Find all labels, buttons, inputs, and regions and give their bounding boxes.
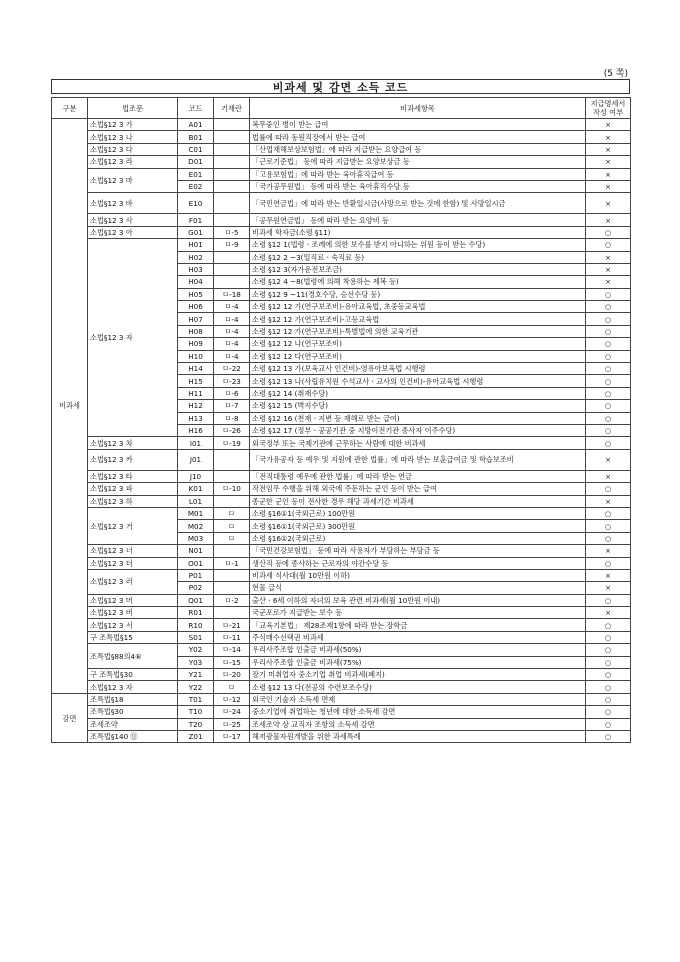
table-row [52, 681, 631, 693]
code-cell: H05 [178, 288, 214, 300]
group-nontax: 비과세 [52, 119, 88, 694]
report-cell: ○ [586, 437, 631, 449]
table-row [52, 545, 631, 557]
law-cell: 소법§12 3 더 [88, 557, 178, 569]
item-cell: 소령 §12 13 나(사립유치원 수석교사ㆍ교사의 인건비)-유아교육법 시행령 [250, 375, 586, 387]
item-cell: 소령 §16①2(국외근로) [250, 532, 586, 544]
law-cell: 조특법§88의4⑥ [88, 644, 178, 669]
header-form: 기재란 [214, 98, 250, 119]
header-report: 지급명세서 작성 여부 [586, 98, 631, 119]
code-cell: H15 [178, 375, 214, 387]
law-cell: 소법§12 3 자 [88, 681, 178, 693]
code-cell: H06 [178, 301, 214, 313]
report-cell: ○ [586, 400, 631, 412]
report-cell: ○ [586, 301, 631, 313]
form-cell: ㅁ [214, 520, 250, 532]
report-cell: ○ [586, 387, 631, 399]
report-cell: ○ [586, 730, 631, 742]
form-cell: ㅁ-4 [214, 301, 250, 313]
report-cell: ○ [586, 412, 631, 424]
code-cell: H03 [178, 263, 214, 275]
law-cell: 소법§12 3 자 [88, 239, 178, 437]
form-cell: ㅁ-17 [214, 730, 250, 742]
code-cell: R01 [178, 607, 214, 619]
form-cell [214, 168, 250, 180]
item-cell: 소령 §12 12 가(연구보조비)-고등교육법 [250, 313, 586, 325]
table-row [52, 156, 631, 168]
form-cell [214, 470, 250, 482]
item-cell: 소령 §12 17 (정부ㆍ공공기관 중 지방이전기관 종사자 이주수당) [250, 424, 586, 436]
table-row [52, 226, 631, 238]
form-cell [214, 214, 250, 226]
report-cell: ○ [586, 288, 631, 300]
item-cell: 소령 §12 15 (벽지수당) [250, 400, 586, 412]
table-row [52, 730, 631, 742]
law-cell: 조특법§18 [88, 693, 178, 705]
table-row [52, 168, 631, 180]
form-cell: ㅁ-23 [214, 375, 250, 387]
code-cell: N01 [178, 545, 214, 557]
form-cell [214, 607, 250, 619]
header-row [52, 98, 631, 119]
item-cell: 「전직대통령 예우에 관한 법률」에 따라 받는 연금 [250, 470, 586, 482]
item-cell: 소령 §12 13 가(보육교사 인건비)-영유아보육법 시행령 [250, 363, 586, 375]
form-cell [214, 119, 250, 131]
item-cell: 「고용보험법」에 따라 받는 육아휴직급여 등 [250, 168, 586, 180]
form-cell [214, 582, 250, 594]
law-cell: 구 조특법§30 [88, 669, 178, 681]
item-cell: 외국인 기술자 소득세 면제 [250, 693, 586, 705]
law-cell: 소법§12 3 버 [88, 607, 178, 619]
law-cell: 소법§12 3 사 [88, 214, 178, 226]
item-cell: 「교육기본법」 제28조제1항에 따라 받는 장학금 [250, 619, 586, 631]
table-row [52, 495, 631, 507]
item-cell: 소령 §12 4 ~8(법령에 의해 착용하는 제복 등) [250, 276, 586, 288]
code-cell: M02 [178, 520, 214, 532]
report-cell: ○ [586, 239, 631, 251]
item-cell: 소령 §12 16 (천재ㆍ지변 등 재해로 받는 급여) [250, 412, 586, 424]
item-cell: 비과세 학자금(소령 §11) [250, 226, 586, 238]
code-cell: J10 [178, 470, 214, 482]
code-cell: E01 [178, 168, 214, 180]
form-cell: ㅁ-18 [214, 288, 250, 300]
item-cell: 소령 §12 2 ~3(일직료ㆍ숙직료 등) [250, 251, 586, 263]
report-cell: ○ [586, 631, 631, 643]
report-cell: × [586, 214, 631, 226]
item-cell: 소령 §12 3(자가운전보조금) [250, 263, 586, 275]
report-cell: × [586, 143, 631, 155]
report-cell: ○ [586, 520, 631, 532]
table-title: 비과세 및 감면 소득 코드 [51, 79, 630, 94]
item-cell: 비과세 식사대(월 10만원 이하) [250, 569, 586, 581]
law-cell: 조특법§140 ⑪ [88, 730, 178, 742]
report-cell: ○ [586, 375, 631, 387]
form-cell: ㅁ-2 [214, 594, 250, 606]
table-row [52, 619, 631, 631]
law-cell: 조특법§30 [88, 706, 178, 718]
item-cell: 현물 급식 [250, 582, 586, 594]
group-reduction: 감면 [52, 693, 88, 743]
code-cell: Q01 [178, 594, 214, 606]
code-cell: E10 [178, 193, 214, 214]
form-cell [214, 495, 250, 507]
item-cell: 우리사주조합 인출금 비과세(50%) [250, 644, 586, 656]
form-cell: ㅁ-6 [214, 387, 250, 399]
law-cell: 소법§12 3 서 [88, 619, 178, 631]
code-cell: F01 [178, 214, 214, 226]
report-cell: ○ [586, 338, 631, 350]
table-row [52, 449, 631, 470]
report-cell: ○ [586, 594, 631, 606]
law-cell: 소법§12 3 차 [88, 437, 178, 449]
code-cell: H10 [178, 350, 214, 362]
report-cell: ○ [586, 483, 631, 495]
law-cell: 구 조특법§15 [88, 631, 178, 643]
item-cell: 소령 §12 9 ~11(경호수당, 승선수당 등) [250, 288, 586, 300]
form-cell: ㅁ-20 [214, 669, 250, 681]
form-cell: ㅁ-15 [214, 656, 250, 668]
form-cell: ㅁ [214, 507, 250, 519]
table-row [52, 193, 631, 214]
table-row [52, 644, 631, 656]
code-cell: Y02 [178, 644, 214, 656]
item-cell: 작전임무 수행을 위해 외국에 주둔하는 군인 등이 받는 급여 [250, 483, 586, 495]
report-cell: × [586, 582, 631, 594]
header-law: 법조문 [88, 98, 178, 119]
code-cell: H11 [178, 387, 214, 399]
item-cell: 출산ㆍ6세 이하의 자녀의 보육 관련 비과세(월 10만원 이내) [250, 594, 586, 606]
form-cell: ㅁ [214, 532, 250, 544]
form-cell: ㅁ-8 [214, 412, 250, 424]
law-cell: 소법§12 3 하 [88, 495, 178, 507]
code-cell: E02 [178, 180, 214, 192]
code-cell: K01 [178, 483, 214, 495]
law-cell: 소법§12 3 파 [88, 483, 178, 495]
form-cell: ㅁ-7 [214, 400, 250, 412]
form-cell: ㅁ-4 [214, 350, 250, 362]
code-cell: A01 [178, 119, 214, 131]
form-cell [214, 251, 250, 263]
form-cell: ㅁ-25 [214, 718, 250, 730]
report-cell: × [586, 263, 631, 275]
report-cell: ○ [586, 507, 631, 519]
table-row [52, 693, 631, 705]
law-cell: 소법§12 3 카 [88, 449, 178, 470]
code-cell: H13 [178, 412, 214, 424]
report-cell: ○ [586, 424, 631, 436]
item-cell: 「근로기준법」 등에 따라 지급받는 요양보상금 등 [250, 156, 586, 168]
report-cell: ○ [586, 656, 631, 668]
item-cell: 「국민건강보험법」 등에 따라 사용자가 부담하는 부담금 등 [250, 545, 586, 557]
form-cell [214, 143, 250, 155]
report-cell: × [586, 470, 631, 482]
law-cell: 소법§12 3 바 [88, 193, 178, 214]
item-cell: 소령 §12 13 다(전공의 수련보조수당) [250, 681, 586, 693]
code-cell: O01 [178, 557, 214, 569]
item-cell: 외국정부 또는 국제기관에 근무하는 사람에 대한 비과세 [250, 437, 586, 449]
report-cell: ○ [586, 619, 631, 631]
code-table [51, 97, 631, 743]
report-cell: × [586, 545, 631, 557]
table-row [52, 594, 631, 606]
code-cell: T20 [178, 718, 214, 730]
table-row [52, 706, 631, 718]
code-cell: D01 [178, 156, 214, 168]
code-cell: P02 [178, 582, 214, 594]
law-cell: 소법§12 3 너 [88, 545, 178, 557]
report-cell: ○ [586, 644, 631, 656]
item-cell: 중소기업에 취업하는 청년에 대한 소득세 감면 [250, 706, 586, 718]
code-cell: Z01 [178, 730, 214, 742]
code-cell: H04 [178, 276, 214, 288]
table-row [52, 607, 631, 619]
code-cell: H09 [178, 338, 214, 350]
code-cell: M01 [178, 507, 214, 519]
law-cell: 소법§12 3 거 [88, 507, 178, 544]
form-cell: ㅁ-22 [214, 363, 250, 375]
report-cell: ○ [586, 313, 631, 325]
law-cell: 소법§12 3 아 [88, 226, 178, 238]
report-cell: × [586, 180, 631, 192]
form-cell: ㅁ-4 [214, 313, 250, 325]
report-cell: × [586, 156, 631, 168]
report-cell: ○ [586, 532, 631, 544]
law-cell: 소법§12 3 마 [88, 168, 178, 193]
report-cell: × [586, 168, 631, 180]
table-row [52, 239, 631, 251]
report-cell: × [586, 569, 631, 581]
item-cell: 우리사주조합 인출금 비과세(75%) [250, 656, 586, 668]
form-cell [214, 180, 250, 192]
report-cell: ○ [586, 363, 631, 375]
report-cell: ○ [586, 718, 631, 730]
form-cell [214, 193, 250, 214]
table-row [52, 470, 631, 482]
form-cell [214, 276, 250, 288]
form-cell: ㅁ-19 [214, 437, 250, 449]
form-cell: ㅁ-21 [214, 619, 250, 631]
page-number: (5 쪽) [603, 69, 628, 79]
law-cell: 소법§12 3 다 [88, 143, 178, 155]
law-cell: 소법§12 3 나 [88, 131, 178, 143]
law-cell: 소법§12 3 러 [88, 569, 178, 594]
item-cell: 소령 §12 12 나(연구보조비) [250, 338, 586, 350]
report-cell: ○ [586, 557, 631, 569]
report-cell: × [586, 449, 631, 470]
form-cell [214, 545, 250, 557]
form-cell [214, 131, 250, 143]
report-cell: × [586, 607, 631, 619]
item-cell: 종군한 군인 등이 전사한 경우 해당 과세기간 비과세 [250, 495, 586, 507]
item-cell: 소령 §12 14 (취재수당) [250, 387, 586, 399]
code-cell: G01 [178, 226, 214, 238]
form-cell: ㅁ-4 [214, 338, 250, 350]
item-cell: 「국가유공자 등 예우 및 지원에 관한 법률」에 따라 받는 보훈급여금 및 학습보조비 [250, 449, 586, 470]
report-cell: × [586, 251, 631, 263]
law-cell: 조세조약 [88, 718, 178, 730]
report-cell: × [586, 193, 631, 214]
report-cell: ○ [586, 693, 631, 705]
code-cell: R10 [178, 619, 214, 631]
code-cell: T10 [178, 706, 214, 718]
code-cell: H08 [178, 325, 214, 337]
table-row [52, 569, 631, 581]
form-cell: ㅁ-14 [214, 644, 250, 656]
item-cell: 「공무원연금법」 등에 따라 받는 요양비 등 [250, 214, 586, 226]
item-cell: 조세조약 상 교직자 조항의 소득세 감면 [250, 718, 586, 730]
form-cell: ㅁ-4 [214, 325, 250, 337]
report-cell: ○ [586, 350, 631, 362]
code-cell: Y22 [178, 681, 214, 693]
law-cell: 소법§12 3 머 [88, 594, 178, 606]
header-item: 비과세항목 [250, 98, 586, 119]
code-cell: H07 [178, 313, 214, 325]
law-cell: 소법§12 3 가 [88, 119, 178, 131]
item-cell: 생산직 등에 종사하는 근로자의 야간수당 등 [250, 557, 586, 569]
code-cell: H02 [178, 251, 214, 263]
table-row [52, 631, 631, 643]
item-cell: 법률에 따라 동원직장에서 받는 급여 [250, 131, 586, 143]
form-cell: ㅁ-10 [214, 483, 250, 495]
report-cell: ○ [586, 681, 631, 693]
report-cell: ○ [586, 325, 631, 337]
item-cell: 복무중인 병이 받는 급여 [250, 119, 586, 131]
header-group: 구분 [52, 98, 88, 119]
item-cell: 「국민연금법」에 따라 받는 반환일시금(사망으로 받는 것에 한함) 및 사망일시금 [250, 193, 586, 214]
form-cell: ㅁ [214, 681, 250, 693]
item-cell: 장기 미취업자 중소기업 취업 비과세(폐지) [250, 669, 586, 681]
code-cell: C01 [178, 143, 214, 155]
table-row [52, 437, 631, 449]
item-cell: 소령 §12 12 다(연구보조비) [250, 350, 586, 362]
form-cell: ㅁ-5 [214, 226, 250, 238]
table-row [52, 143, 631, 155]
table-row [52, 131, 631, 143]
item-cell: 「산업재해보상보험법」에 따라 지급받는 요양급여 등 [250, 143, 586, 155]
report-cell: × [586, 119, 631, 131]
code-cell: H12 [178, 400, 214, 412]
code-cell: S01 [178, 631, 214, 643]
item-cell: 주식매수선택권 비과세 [250, 631, 586, 643]
code-cell: H01 [178, 239, 214, 251]
form-cell: ㅁ-24 [214, 706, 250, 718]
code-cell: Y03 [178, 656, 214, 668]
code-cell: M03 [178, 532, 214, 544]
item-cell: 「국가공무원법」 등에 따라 받는 육아휴직수당 등 [250, 180, 586, 192]
item-cell: 국군포로가 지급받는 보수 등 [250, 607, 586, 619]
item-cell: 소령 §12 12 가(연구보조비)-특별법에 의한 교육기관 [250, 325, 586, 337]
table-row [52, 718, 631, 730]
report-cell: × [586, 131, 631, 143]
form-cell: ㅁ-11 [214, 631, 250, 643]
table-row [52, 669, 631, 681]
form-cell [214, 569, 250, 581]
report-cell: ○ [586, 706, 631, 718]
law-cell: 소법§12 3 라 [88, 156, 178, 168]
report-cell: × [586, 495, 631, 507]
code-cell: H16 [178, 424, 214, 436]
code-cell: P01 [178, 569, 214, 581]
code-cell: L01 [178, 495, 214, 507]
header-code: 코드 [178, 98, 214, 119]
item-cell: 소령 §12 1(법령ㆍ조례에 의한 보수를 받지 아니하는 위원 등이 받는 수당) [250, 239, 586, 251]
form-cell: ㅁ-12 [214, 693, 250, 705]
item-cell: 소령 §12 12 가(연구보조비)-유아교육법, 초중등교육법 [250, 301, 586, 313]
code-cell: I01 [178, 437, 214, 449]
form-cell [214, 263, 250, 275]
item-cell: 소령 §16①1(국외근로) 100만원 [250, 507, 586, 519]
form-cell: ㅁ-9 [214, 239, 250, 251]
report-cell: × [586, 276, 631, 288]
form-cell [214, 449, 250, 470]
table-row [52, 483, 631, 495]
code-cell: T01 [178, 693, 214, 705]
code-cell: H14 [178, 363, 214, 375]
item-cell: 해저광물자원개발을 위한 과세특례 [250, 730, 586, 742]
table-row [52, 119, 631, 131]
item-cell: 소령 §16①1(국외근로) 300만원 [250, 520, 586, 532]
code-cell: J01 [178, 449, 214, 470]
code-cell: B01 [178, 131, 214, 143]
table-row [52, 507, 631, 519]
table-row [52, 214, 631, 226]
table-row [52, 557, 631, 569]
form-cell: ㅁ-1 [214, 557, 250, 569]
report-cell: ○ [586, 669, 631, 681]
form-cell: ㅁ-26 [214, 424, 250, 436]
report-cell: ○ [586, 226, 631, 238]
law-cell: 소법§12 3 타 [88, 470, 178, 482]
code-cell: Y21 [178, 669, 214, 681]
form-cell [214, 156, 250, 168]
